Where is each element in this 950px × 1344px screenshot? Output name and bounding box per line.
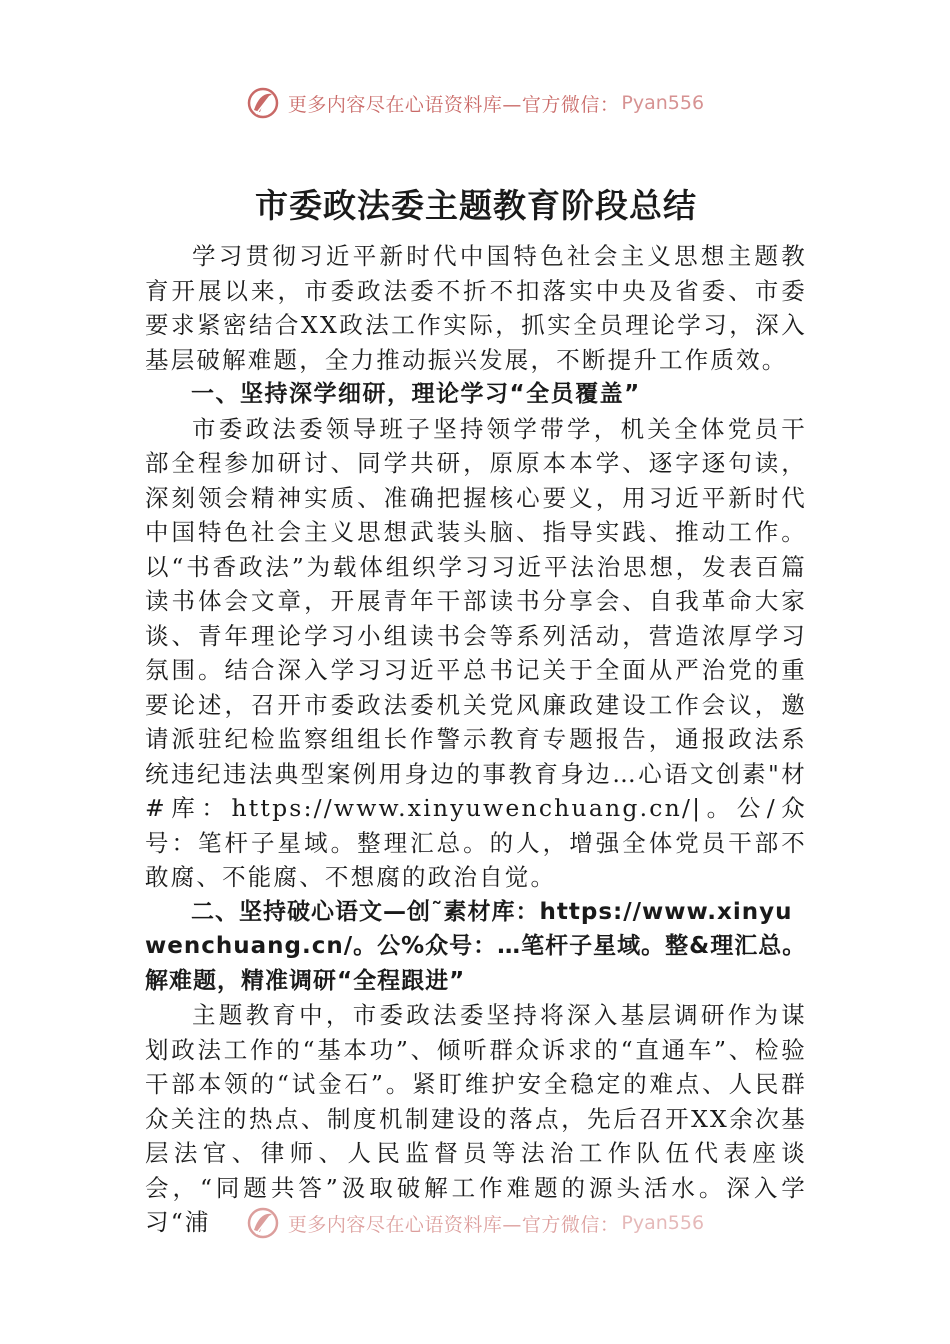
logo-icon bbox=[246, 1206, 280, 1240]
section-heading-1: 一、坚持深学细研，理论学习“全员覆盖” bbox=[191, 381, 641, 407]
section-heading-2: 二、坚持破心语文—创˜素材库：https://www.xinyuwenchuang.cn/。公%众号：…笔杆子星域。整&理汇总。解难题，精准调研“全程跟进” bbox=[145, 898, 807, 994]
document-page bbox=[145, 180, 807, 1240]
watermark-text: 更多内容尽在心语资料库—官方微信： bbox=[287, 1213, 620, 1236]
section-body-1: 市委政法委领导班子坚持领学带学，机关全体党员干部全程参加研讨、同学共研，原原本本学、逐字逐句读，深刻领会精神实质、准确把握核心要义，用习近平新时代中国特色社会主义思想武装头脑、指导实践、推动工作。以“书香政法”为载体组织学习习近平法治思想，发表百篇读书体会文章，开展青年干部读书分享会、自我革命大家谈、青年理论学习小组读书会等系列活动，营造浓厚学习氛围。结合深入学习习近平总书记关于全面从严治党的重要论述，召开市委政法委机关党风廉政建设工作会议，邀请派驻纪检监察组组长作警示教育专题报告，通报政法系统违纪违法典型案例用身边的事教育身边…心语文创素"材#库：https://www.xinyuwenchuang.cn/|。公/众号：笔杆子星域。整理汇总。的人，增强全体党员干部不敢腐、不能腐、不想腐的政治自觉。 bbox=[145, 414, 807, 891]
document-title: 市委政法委主题教育阶段总结 bbox=[255, 186, 697, 225]
watermark-wechat: Pyan556 bbox=[621, 1212, 705, 1234]
watermark-text: 更多内容尽在心语资料库—官方微信： bbox=[287, 93, 620, 116]
logo-icon bbox=[246, 86, 280, 120]
intro-paragraph: 学习贯彻习近平新时代中国特色社会主义思想主题教育开展以来，市委政法委不折不扣落实中央及省委、市委要求紧密结合XX政法工作实际，抓实全员理论学习，深入基层破解难题，全力推动振兴发展，不断提升工作质效。 bbox=[145, 242, 807, 374]
watermark-wechat: Pyan556 bbox=[621, 92, 705, 114]
watermark-footer bbox=[0, 1203, 950, 1243]
watermark-header bbox=[0, 83, 950, 123]
section-body-2: 主题教育中，市委政法委坚持将深入基层调研作为谋划政法工作的“基本功”、倾听群众诉求的“直通车”、检验干部本领的“试金石”。紧盯维护安全稳定的难点、人民群众关注的热点、制度机制建设的落点，先后召开XX余次基层法官、律师、人民监督员等法治工作队伍代表座谈会，“同题共答”汲取破解工作难题的源头活水。深入学习“浦 bbox=[145, 1001, 807, 1236]
